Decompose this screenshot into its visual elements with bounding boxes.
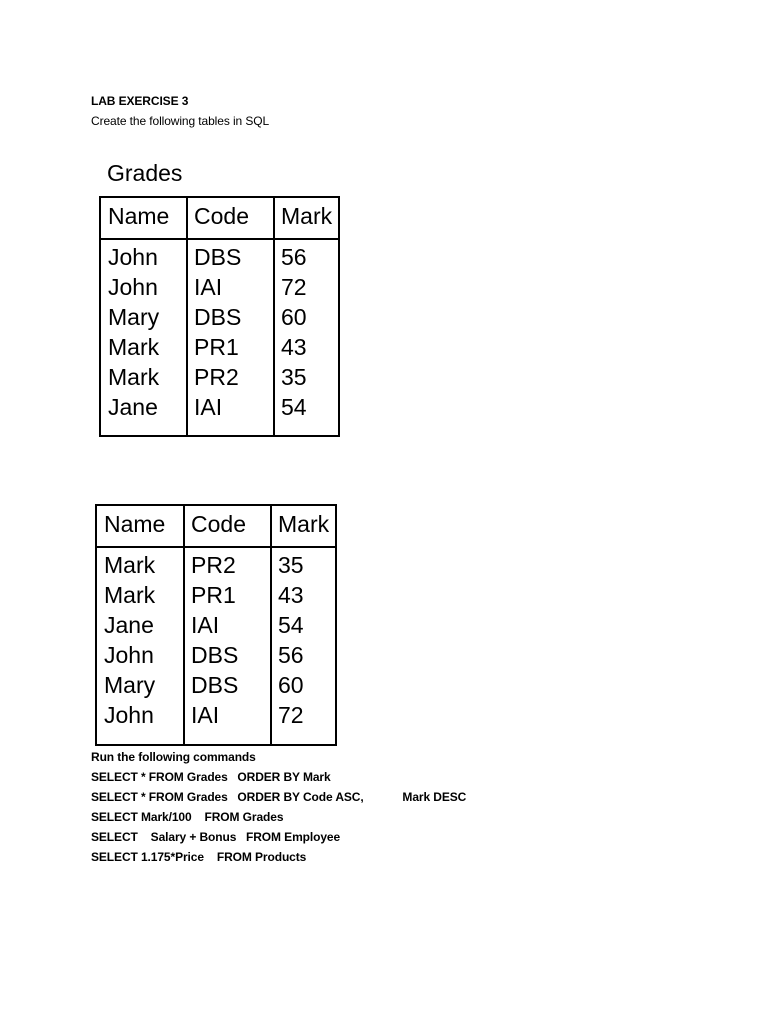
cell-mark: 56 xyxy=(278,642,304,668)
cell-code: IAI xyxy=(194,274,223,300)
header-code: Code xyxy=(191,511,246,537)
cell-mark: 43 xyxy=(278,582,304,608)
header-name: Name xyxy=(108,203,170,229)
sql-command: SELECT 1.175*Price FROM Products xyxy=(91,850,307,864)
cell-mark: 43 xyxy=(281,334,307,360)
header-mark: Mark xyxy=(278,511,330,537)
instruction-text: Create the following tables in SQL xyxy=(91,114,270,128)
cell-name: Mary xyxy=(108,304,160,330)
cell-code: DBS xyxy=(191,642,239,668)
cell-code: PR1 xyxy=(191,582,236,608)
sql-command: SELECT * FROM Grades ORDER BY Code ASC, Mark DESC xyxy=(91,790,467,804)
cell-code: DBS xyxy=(194,244,242,270)
cell-name: Mary xyxy=(104,672,156,698)
sql-command: SELECT * FROM Grades ORDER BY Mark xyxy=(91,770,331,784)
cell-mark: 54 xyxy=(278,612,304,638)
cell-code: IAI xyxy=(191,702,220,728)
cell-mark: 72 xyxy=(281,274,307,300)
header-code: Code xyxy=(194,203,249,229)
cell-code: DBS xyxy=(191,672,239,698)
header-name: Name xyxy=(104,511,166,537)
cell-name: Mark xyxy=(108,334,160,360)
cell-code: PR1 xyxy=(194,334,239,360)
grades-table xyxy=(99,196,340,437)
cell-name: John xyxy=(108,274,158,300)
sql-command: SELECT Salary + Bonus FROM Employee xyxy=(91,830,341,844)
cell-mark: 35 xyxy=(281,364,307,390)
cell-code: IAI xyxy=(191,612,220,638)
column-divider xyxy=(186,198,188,435)
cell-name: Mark xyxy=(104,552,156,578)
cell-name: Jane xyxy=(104,612,154,638)
cell-name: Jane xyxy=(108,394,158,420)
sorted-grades-table xyxy=(95,504,337,746)
cell-mark: 60 xyxy=(278,672,304,698)
cell-mark: 35 xyxy=(278,552,304,578)
column-divider xyxy=(270,506,272,744)
grades-table-title: Grades xyxy=(107,160,183,186)
cell-name: Mark xyxy=(104,582,156,608)
cell-mark: 54 xyxy=(281,394,307,420)
cell-mark: 60 xyxy=(281,304,307,330)
column-divider xyxy=(273,198,275,435)
cell-name: John xyxy=(104,702,154,728)
cell-name: John xyxy=(108,244,158,270)
cell-code: IAI xyxy=(194,394,223,420)
header-mark: Mark xyxy=(281,203,333,229)
cell-mark: 56 xyxy=(281,244,307,270)
commands-intro: Run the following commands xyxy=(91,750,256,764)
cell-code: PR2 xyxy=(191,552,236,578)
cell-code: DBS xyxy=(194,304,242,330)
cell-mark: 72 xyxy=(278,702,304,728)
cell-name: John xyxy=(104,642,154,668)
exercise-title: LAB EXERCISE 3 xyxy=(91,94,189,108)
cell-code: PR2 xyxy=(194,364,239,390)
cell-name: Mark xyxy=(108,364,160,390)
column-divider xyxy=(183,506,185,744)
sql-command: SELECT Mark/100 FROM Grades xyxy=(91,810,284,824)
